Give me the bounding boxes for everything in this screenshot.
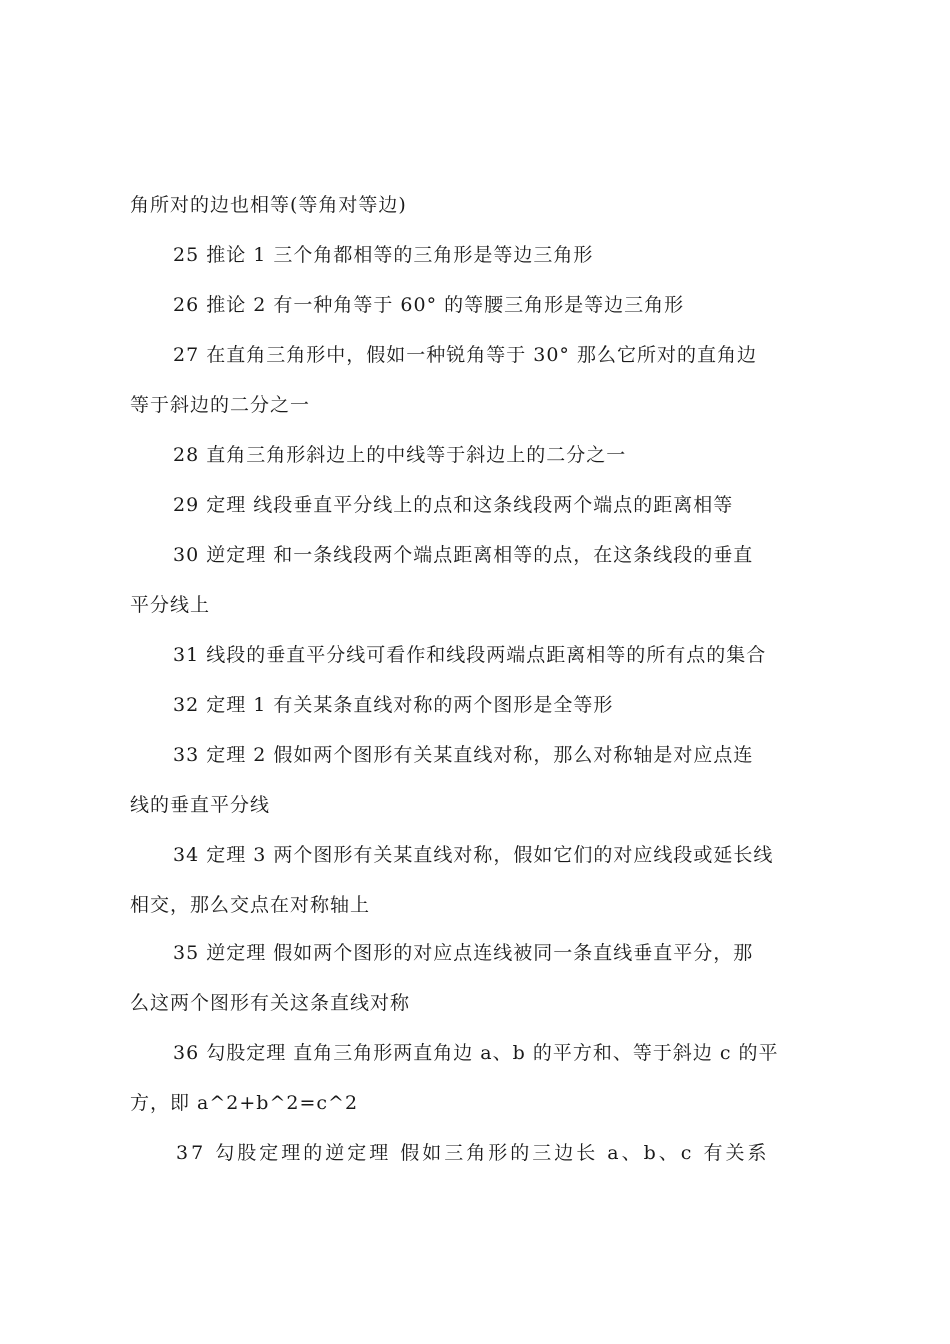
paragraph-24-continuation [130,180,830,230]
text-line: 37 勾股定理的逆定理 假如三角形的三边长 a、b、c 有关系 [176,1142,770,1164]
paragraph-31 [130,630,830,680]
paragraph-25 [130,230,830,280]
paragraph-30 [130,530,830,630]
text-line: 么这两个图形有关这条直线对称 [130,992,411,1014]
paragraph-26 [130,280,830,330]
text-line: 平分线上 [130,594,211,616]
text-line: 31 线段的垂直平分线可看作和线段两端点距离相等的所有点的集合 [173,644,767,666]
paragraph-37 [130,1128,830,1178]
text-line: 角所对的边也相等(等角对等边) [130,194,407,216]
text-line: 相交，那么交点在对称轴上 [130,894,371,916]
text-line: 26 推论 2 有一种角等于 60° 的等腰三角形是等边三角形 [173,294,685,316]
text-line: 25 推论 1 三个角都相等的三角形是等边三角形 [173,244,594,266]
paragraph-28 [130,430,830,480]
text-line: 28 直角三角形斜边上的中线等于斜边上的二分之一 [173,444,627,466]
text-line: 27 在直角三角形中，假如一种锐角等于 30° 那么它所对的直角边 [173,344,757,366]
text-line: 线的垂直平分线 [130,794,271,816]
paragraph-27 [130,330,830,430]
text-line: 方，即 a^2+b^2=c^2 [130,1092,359,1114]
paragraph-33 [130,730,830,830]
text-line: 32 定理 1 有关某条直线对称的两个图形是全等形 [173,694,614,716]
text-line: 等于斜边的二分之一 [130,394,311,416]
paragraph-32 [130,680,830,730]
paragraph-36 [130,1028,830,1128]
paragraph-34 [130,830,830,930]
text-line: 36 勾股定理 直角三角形两直角边 a、b 的平方和、等于斜边 c 的平 [173,1042,779,1064]
paragraph-35 [130,928,830,1028]
text-line: 30 逆定理 和一条线段两个端点距离相等的点，在这条线段的垂直 [173,544,754,566]
text-line: 34 定理 3 两个图形有关某直线对称，假如它们的对应线段或延长线 [173,844,774,866]
paragraph-29 [130,480,830,530]
text-line: 35 逆定理 假如两个图形的对应点连线被同一条直线垂直平分，那 [173,942,754,964]
text-line: 29 定理 线段垂直平分线上的点和这条线段两个端点的距离相等 [173,494,734,516]
text-line: 33 定理 2 假如两个图形有关某直线对称，那么对称轴是对应点连 [173,744,754,766]
